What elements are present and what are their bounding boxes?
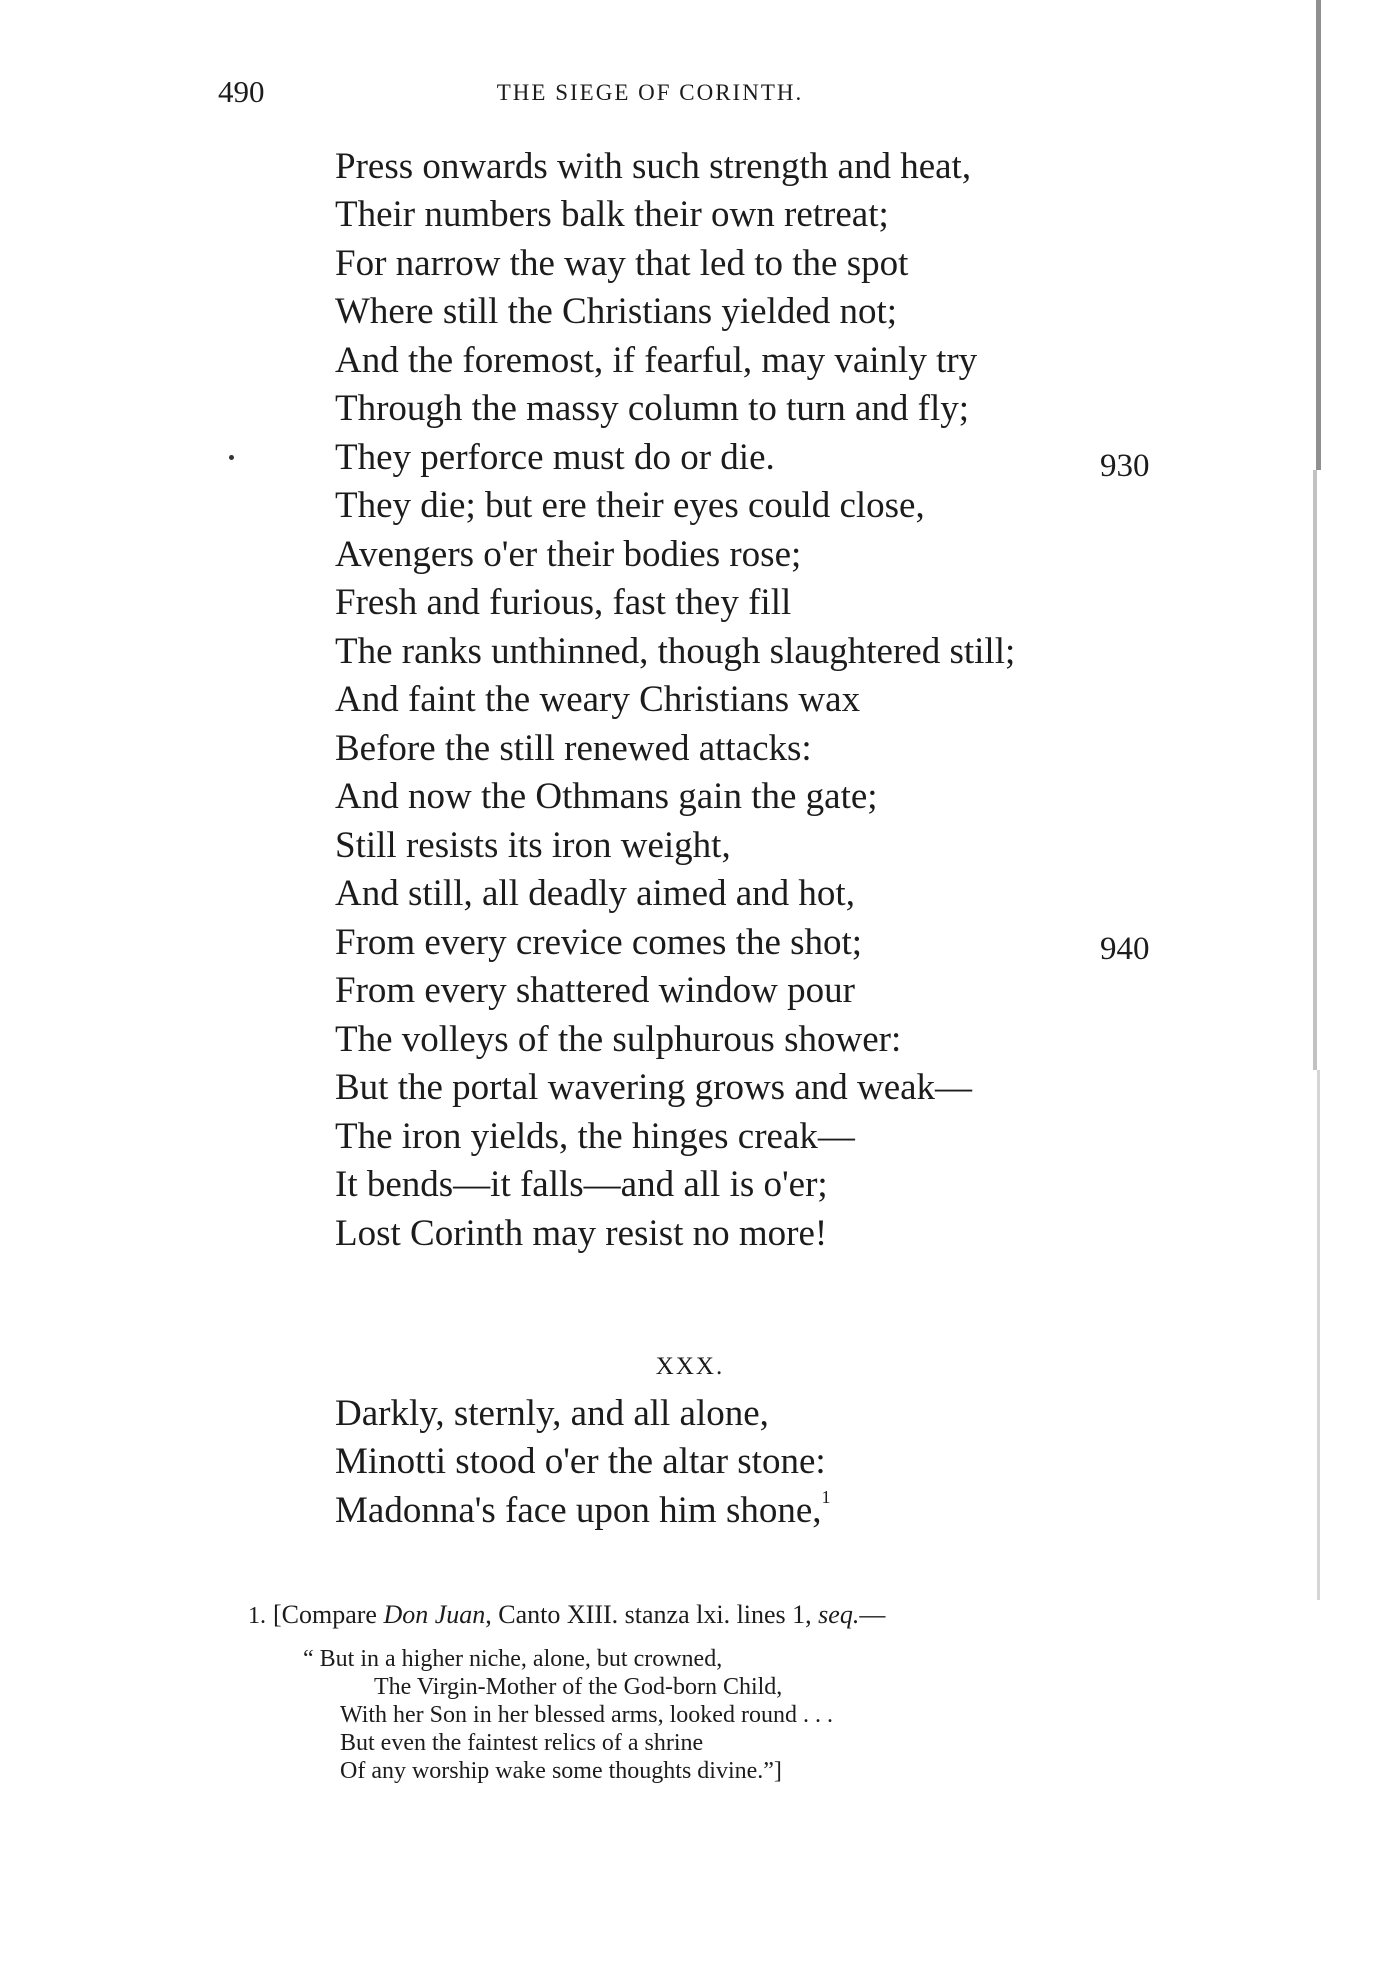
verse-line: Their numbers balk their own retreat;: [335, 194, 889, 235]
footnote-citation: [273, 1600, 885, 1630]
verse-line: Minotti stood o'er the altar stone:: [335, 1441, 826, 1482]
verse-line: The ranks unthinned, though slaughtered still;: [335, 631, 1016, 672]
verse-text: Madonna's face upon him shone,: [335, 1490, 822, 1531]
verse-line: Lost Corinth may resist no more!: [335, 1213, 828, 1254]
verse-line: Fresh and furious, fast they fill: [335, 582, 792, 623]
footnote-quote-line: The Virgin-Mother of the God-born Child,: [374, 1674, 783, 1700]
stray-mark: [229, 455, 234, 460]
verse-line: They perforce must do or die.: [335, 437, 775, 478]
verse-line: From every shattered window pour: [335, 970, 855, 1011]
verse-line: Before the still renewed attacks:: [335, 728, 812, 769]
verse-line: But the portal wavering grows and weak—: [335, 1067, 973, 1108]
verse-line: They die; but ere their eyes could close,: [335, 485, 925, 526]
verse-line: The volleys of the sulphurous shower:: [335, 1019, 902, 1060]
verse-line: From every crevice comes the shot;: [335, 922, 863, 963]
footnote-citation-text: , Canto XIII. stanza lxi. lines 1,: [485, 1600, 819, 1629]
footnote-quote-line: Of any worship wake some thoughts divine.”]: [340, 1758, 782, 1784]
verse-line: Avengers o'er their bodies rose;: [335, 534, 802, 575]
line-number: 940: [1100, 931, 1150, 967]
verse-line: Through the massy column to turn and fly;: [335, 388, 970, 429]
work-title: Don Juan: [383, 1600, 486, 1629]
verse-line: Where still the Christians yielded not;: [335, 291, 898, 332]
verse-line: And faint the weary Christians wax: [335, 679, 861, 720]
verse-line: It bends—it falls—and all is o'er;: [335, 1164, 828, 1205]
stanza-heading: XXX.: [655, 1353, 725, 1380]
verse-line: For narrow the way that led to the spot: [335, 243, 909, 284]
footnote-lead-text: [Compare: [273, 1600, 384, 1629]
verse-line: And still, all deadly aimed and hot,: [335, 873, 855, 914]
verse-line: Still resists its iron weight,: [335, 825, 731, 866]
footnote-dash: —: [859, 1600, 886, 1629]
verse-line: And now the Othmans gain the gate;: [335, 776, 878, 817]
seq-abbrev: seq.: [818, 1600, 860, 1629]
verse-line: [335, 1487, 831, 1531]
page-number: 490: [218, 74, 265, 109]
footnote-marker: 1.: [248, 1603, 266, 1629]
footnote-quote-line: But even the faintest relics of a shrine: [340, 1730, 704, 1756]
verse-line: The iron yields, the hinges creak—: [335, 1116, 855, 1157]
verse-line: Press onwards with such strength and heat,: [335, 146, 972, 187]
verse-line: Darkly, sternly, and all alone,: [335, 1393, 769, 1434]
gutter-shadow: [1308, 0, 1330, 1600]
line-number: 930: [1100, 448, 1150, 484]
verse-line: And the foremost, if fearful, may vainly try: [335, 340, 978, 381]
footnote-reference: 1: [821, 1487, 831, 1507]
footnote-quote-line: “ But in a higher niche, alone, but crowned,: [303, 1646, 723, 1672]
running-title: THE SIEGE OF CORINTH.: [496, 80, 804, 105]
footnote-quote-line: With her Son in her blessed arms, looked round . . .: [340, 1702, 833, 1728]
